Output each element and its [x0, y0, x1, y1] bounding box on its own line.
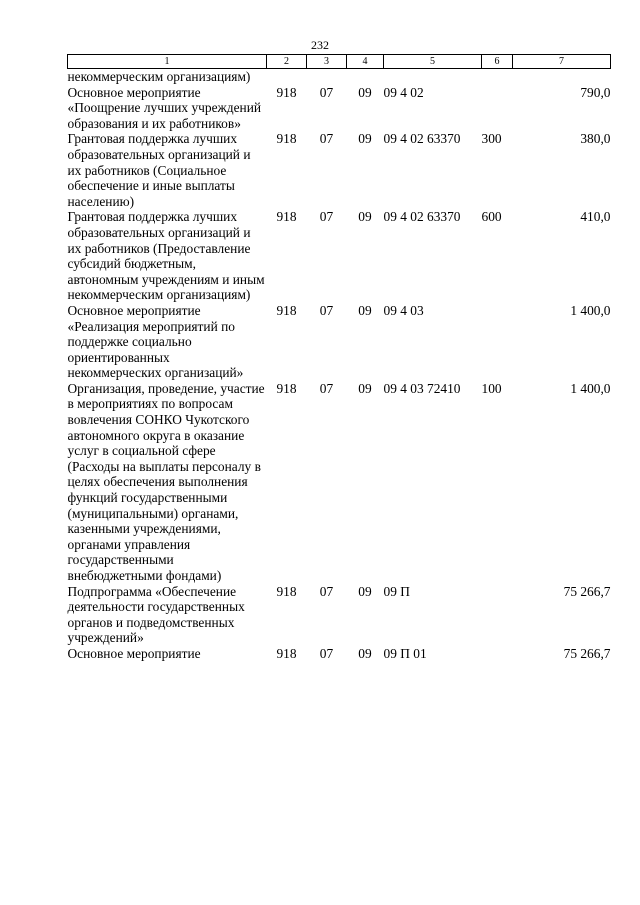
- row-code-2: 918: [276, 209, 297, 225]
- row-code-5: 09 П: [383, 583, 410, 599]
- row-code-6: [482, 69, 513, 85]
- row-name: Основное мероприятие «Реализация мероприятий по поддержке социально ориентированных некоммерческих организаций»: [67, 302, 244, 381]
- table-row: [68, 303, 611, 381]
- row-amount: 1 400,0: [570, 380, 611, 396]
- row-code-4: 09: [358, 302, 372, 318]
- row-name: некоммерческим организациям): [67, 69, 251, 84]
- row-code-3: 07: [319, 84, 334, 100]
- row-code-2: 918: [276, 645, 297, 661]
- row-amount: [513, 69, 611, 85]
- row-name: Грантовая поддержка лучших образовательных организаций и их работников (Социальное обеспечение и иные выплаты населению): [67, 131, 251, 209]
- table-row: [68, 85, 611, 132]
- header-col-5: 5: [384, 55, 482, 69]
- row-code-2: 918: [276, 131, 297, 147]
- row-code-5: 09 П 01: [383, 645, 427, 661]
- row-code-6: 600: [481, 209, 502, 225]
- row-code-5: 09 4 02: [383, 84, 424, 100]
- row-amount: 75 266,7: [563, 583, 611, 599]
- budget-table: [67, 54, 611, 662]
- header-row: [68, 55, 611, 69]
- row-name: Основное мероприятие «Поощрение лучших учреждений образования и их работников»: [67, 84, 262, 131]
- row-code-3: 07: [319, 645, 334, 661]
- table-row: [68, 69, 611, 85]
- row-code-4: 09: [358, 84, 372, 100]
- row-code-6: [482, 303, 513, 381]
- row-code-4: 09: [358, 209, 372, 225]
- row-code-2: 918: [276, 583, 297, 599]
- row-code-5: 09 4 03 72410: [383, 380, 461, 396]
- header-col-6: 6: [482, 55, 513, 69]
- header-col-3: 3: [307, 55, 347, 69]
- table-row: [68, 131, 611, 209]
- row-code-4: 09: [358, 380, 372, 396]
- header-col-7: 7: [513, 55, 611, 69]
- row-code-6: [482, 85, 513, 132]
- row-code-5: 09 4 03: [383, 302, 424, 318]
- row-code-2: 918: [276, 302, 297, 318]
- table-row: [68, 584, 611, 646]
- row-code-3: 07: [319, 209, 334, 225]
- table-row: [68, 209, 611, 303]
- row-code-6: 100: [481, 380, 502, 396]
- row-code-6: [482, 646, 513, 662]
- row-code-3: 07: [319, 380, 334, 396]
- row-code-4: [347, 69, 384, 85]
- row-name: Подпрограмма «Обеспечение деятельности государственных органов и подведомственных учреждений»: [67, 583, 245, 646]
- row-amount: 790,0: [580, 84, 611, 100]
- row-code-2: 918: [276, 84, 297, 100]
- row-amount: 410,0: [580, 209, 611, 225]
- table-row: [68, 381, 611, 584]
- header-col-2: 2: [267, 55, 307, 69]
- row-code-2: [267, 69, 307, 85]
- row-code-4: 09: [358, 583, 372, 599]
- row-amount: 380,0: [580, 131, 611, 147]
- table-row: [68, 646, 611, 662]
- row-amount: 75 266,7: [563, 645, 611, 661]
- row-code-6: [482, 584, 513, 646]
- row-code-3: [307, 69, 347, 85]
- row-name: Грантовая поддержка лучших образовательных организаций и их работников (Предоставление субсидий бюджетным, автономным учреждениям и иным некоммерческим организациям): [67, 209, 265, 303]
- row-amount: 1 400,0: [570, 302, 611, 318]
- row-name: Основное мероприятие: [67, 645, 201, 661]
- row-code-2: 918: [276, 380, 297, 396]
- row-code-3: 07: [319, 302, 334, 318]
- row-code-4: 09: [358, 645, 372, 661]
- header-col-4: 4: [347, 55, 384, 69]
- row-code-4: 09: [358, 131, 372, 147]
- row-code-5: 09 4 02 63370: [383, 131, 461, 147]
- row-name: Организация, проведение, участие в мероприятиях по вопросам вовлечения СОНКО Чукотского автономного округа в оказание услуг в социальной сфере (Расходы на выплаты персоналу в целях обеспечения выполнения функций государственными (муниципальными) органами, казенными учреждениями, органами управления государственными внебюджетными фондами): [67, 380, 265, 583]
- header-col-1: 1: [68, 55, 267, 69]
- row-code-5: 09 4 02 63370: [383, 209, 461, 225]
- page-number: 232: [311, 38, 329, 52]
- row-code-3: 07: [319, 583, 334, 599]
- row-code-3: 07: [319, 131, 334, 147]
- row-code-6: 300: [481, 131, 502, 147]
- row-code-5: [384, 69, 482, 85]
